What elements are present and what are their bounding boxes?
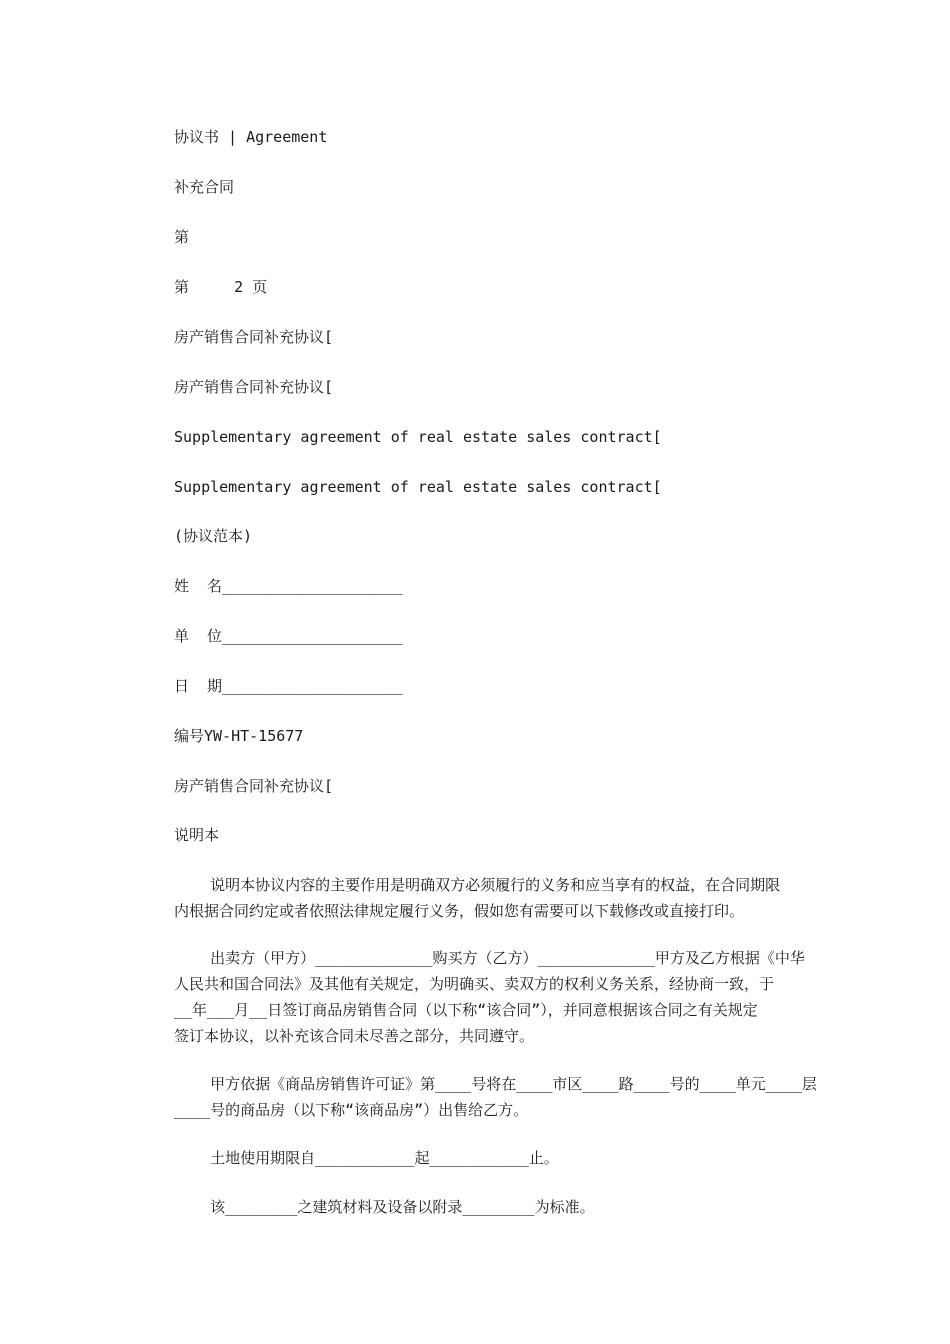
- date-field: 日 期____________________: [174, 677, 403, 695]
- paragraph-line: 该________之建筑材料及设备以附录________为标准。: [174, 1198, 595, 1216]
- paragraph-line: 人民共和国合同法》及其他有关规定，为明确买、卖双方的权利义务关系，经协商一致，于: [174, 975, 775, 993]
- paragraph-materials: [174, 1194, 812, 1220]
- paragraph-purpose: [174, 872, 812, 924]
- page-number: 第 2 页: [174, 278, 268, 296]
- intro-label: 说明本: [174, 826, 220, 844]
- paragraph-parties: [174, 945, 812, 1049]
- paragraph-line: 说明本协议内容的主要作用是明确双方必须履行的义务和应当享有的权益，在合同期限: [174, 876, 781, 894]
- page-prefix: 第: [174, 228, 190, 246]
- title-en-1: Supplementary agreement of real estate sales contract[: [174, 428, 662, 446]
- document-number: 编号YW-HT-15677: [174, 727, 304, 745]
- document-header-title: 协议书 | Agreement: [174, 128, 328, 146]
- title-cn-3: 房产销售合同补充协议[: [174, 777, 334, 795]
- title-cn-2: 房产销售合同补充协议[: [174, 378, 334, 396]
- paragraph-line: 出卖方（甲方）_____________购买方（乙方）_____________甲方及乙方根据《中华: [174, 949, 805, 967]
- paragraph-property: [174, 1071, 817, 1123]
- title-cn-1: 房产销售合同补充协议[: [174, 328, 334, 346]
- name-field: 姓 名____________________: [174, 577, 403, 595]
- paragraph-land-term: [174, 1145, 812, 1171]
- paragraph-line: 内根据合同约定或者依照法律规定履行义务，假如您有需要可以下载修改或直接打印。: [174, 902, 745, 920]
- paragraph-line: 甲方依据《商品房销售许可证》第____号将在____市区____路____号的____单元____层: [174, 1075, 817, 1093]
- template-label: (协议范本): [174, 527, 253, 545]
- paragraph-line: 签订本协议，以补充该合同未尽善之部分，共同遵守。: [174, 1027, 535, 1045]
- paragraph-line: ____号的商品房（以下称“该商品房”）出售给乙方。: [174, 1101, 529, 1119]
- paragraph-line: 土地使用期限自___________起___________止。: [174, 1149, 559, 1167]
- paragraph-line: __年___月__日签订商品房销售合同（以下称“该合同”），并同意根据该合同之有关规定: [174, 1001, 758, 1019]
- title-en-2: Supplementary agreement of real estate sales contract[: [174, 478, 662, 496]
- document-subtitle: 补充合同: [174, 178, 235, 196]
- unit-field: 单 位____________________: [174, 627, 403, 645]
